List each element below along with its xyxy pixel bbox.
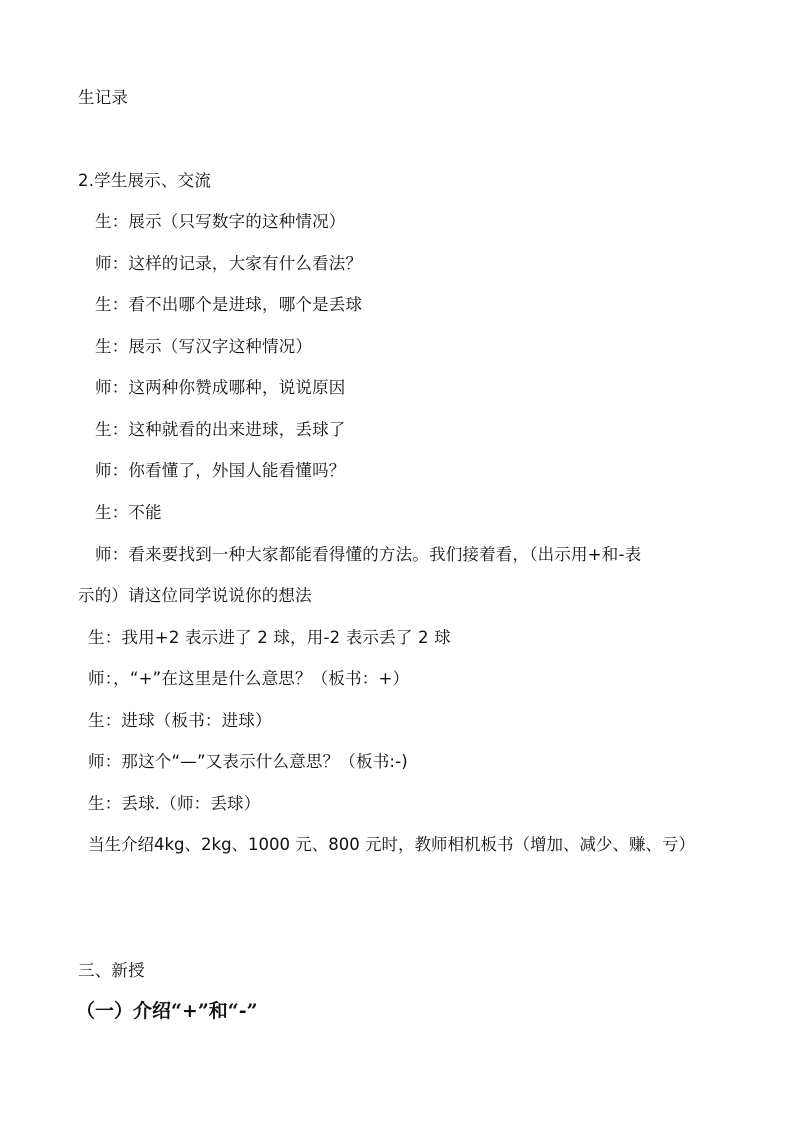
text-line-6: 生：展示（写汉字这种情况）	[95, 337, 313, 356]
text-line-17: 生：丢球.（师：丢球）	[88, 794, 261, 813]
text-line-4: 师：这样的记录，大家有什么看法？	[95, 254, 363, 273]
text-line-19: 三、新授	[78, 961, 145, 980]
text-line-3: 生：展示（只写数字的这种情况）	[95, 212, 346, 231]
text-line-11: 师：看来要找到一种大家都能看得懂的方法。我们接着看，（出示用+和-表	[95, 545, 642, 564]
text-line-16: 师：那这个“—”又表示什么意思？（板书:-)	[88, 752, 408, 771]
text-line-7: 师：这两种你赞成哪种，说说原因	[95, 378, 346, 397]
text-line-15: 生：进球（板书：进球）	[88, 711, 272, 730]
text-line-2: 2.学生展示、交流	[78, 171, 212, 190]
text-line-18: 当生介绍4kg、2kg、1000 元、800 元时，教师相机板书（增加、减少、赚、亏）	[88, 835, 696, 854]
section-heading: （一）介绍“+”和“-”	[76, 1000, 258, 1022]
text-line-1: 生记录	[78, 88, 129, 107]
text-line-5: 生：看不出哪个是进球，哪个是丢球	[95, 295, 363, 314]
text-line-14: 师：，“+”在这里是什么意思？（板书：+）	[88, 669, 410, 688]
text-line-12: 示的）请这位同学说说你的想法	[78, 586, 312, 605]
text-line-9: 师：你看懂了，外国人能看懂吗？	[95, 461, 346, 480]
text-line-8: 生：这种就看的出来进球，丢球了	[95, 420, 346, 439]
text-line-13: 生：我用+2 表示进了 2 球，用-2 表示丢了 2 球	[88, 628, 451, 647]
text-line-10: 生：不能	[95, 503, 162, 522]
